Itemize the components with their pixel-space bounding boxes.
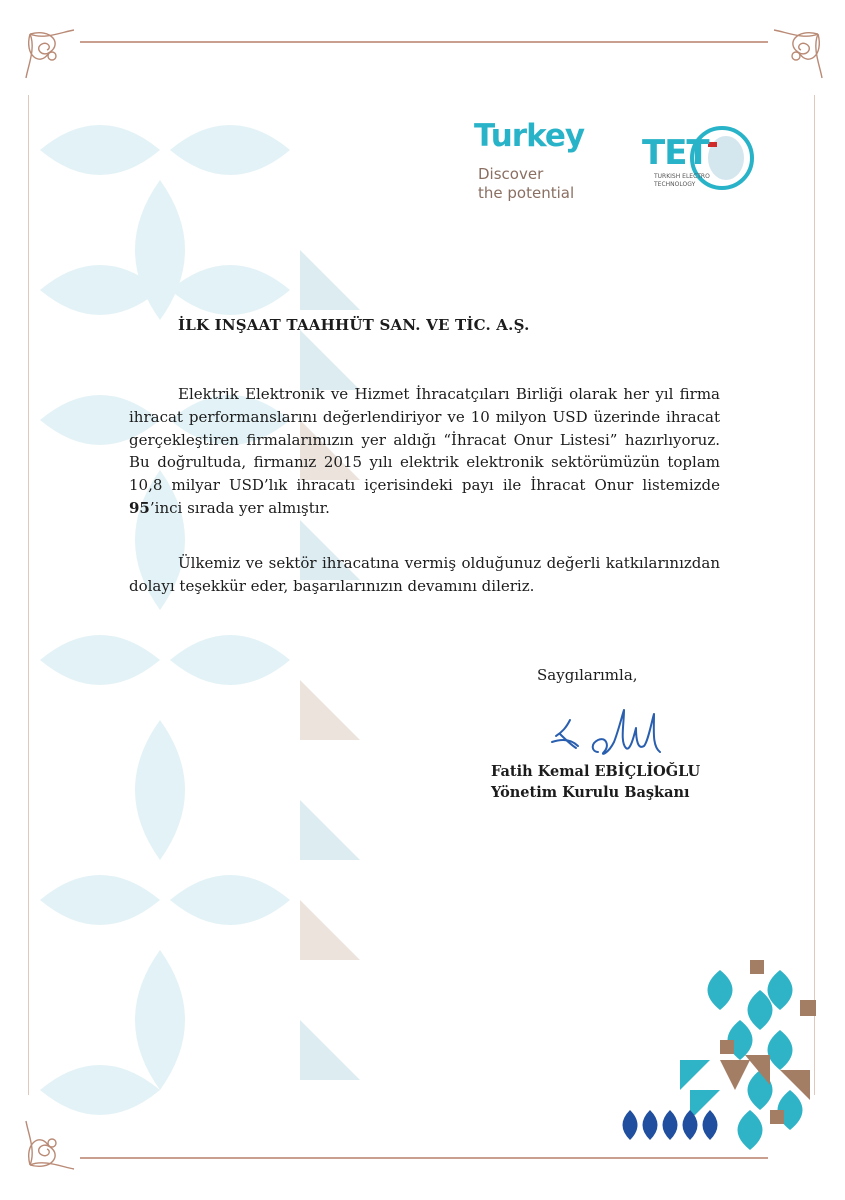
turkey-tagline-line-1: Discover [478,165,544,183]
body-paragraph-2: Ülkemiz ve sektör ihracatına vermiş olduğunuz değerli katkılarınızdan dolayı teşekkür eder, başarılarınızın devamını dileriz. [129,554,720,595]
tet-logo-line-2: TECHNOLOGY [654,181,696,188]
turkey-logo-wordmark: Turkey [474,118,585,154]
tet-logo-line-1: TURKISH ELECTRO [654,173,710,180]
recipient-company: İLK INŞAAT TAAHHÜT SAN. VE TİC. A.Ş. [178,316,530,334]
paragraph-1-suffix: ’inci sırada yer almıştır. [149,498,330,517]
body-paragraph-1 [129,383,720,520]
handwritten-signature [548,706,678,764]
turkey-tagline-line-2: the potential [478,184,575,202]
frame-left-rule [28,95,29,1095]
signer-title: Yönetim Kurulu Başkanı [491,784,690,801]
signer-name: Fatih Kemal EBİÇLİOĞLU [491,763,701,780]
turkey-logo-tagline [478,165,618,203]
corner-flourish-icon [22,26,80,84]
frame-right-rule [814,95,815,1095]
paragraph-1-text: Elektrik Elektronik ve Hizmet İhracatçıları Birliği olarak her yıl firma ihracat performanslarını değerlendiriyor ve 10 milyon USD üzerinde ihracat gerçekleştiren firmalarımızın yer aldığı “İhracat Onur Listesi” hazırlıyoruz. Bu doğrultuda, firmanız 2015 yılı elektrik elektronik sektörümüzün toplam 10,8 milyar USD’lık ihracatı içerisindeki payı ile İhracat Onur listemizde [129,385,720,495]
tet-logo [640,120,755,195]
tet-logo-letters: TET [642,133,709,173]
corner-flourish-icon [768,26,826,84]
export-rank: 95 [129,498,150,517]
decorative-mosaic [620,960,820,1160]
closing-salutation: Saygılarımla, [537,666,638,684]
turkey-discover-logo [474,118,604,208]
corner-flourish-icon [22,1115,80,1173]
frame-top-rule [80,41,768,43]
